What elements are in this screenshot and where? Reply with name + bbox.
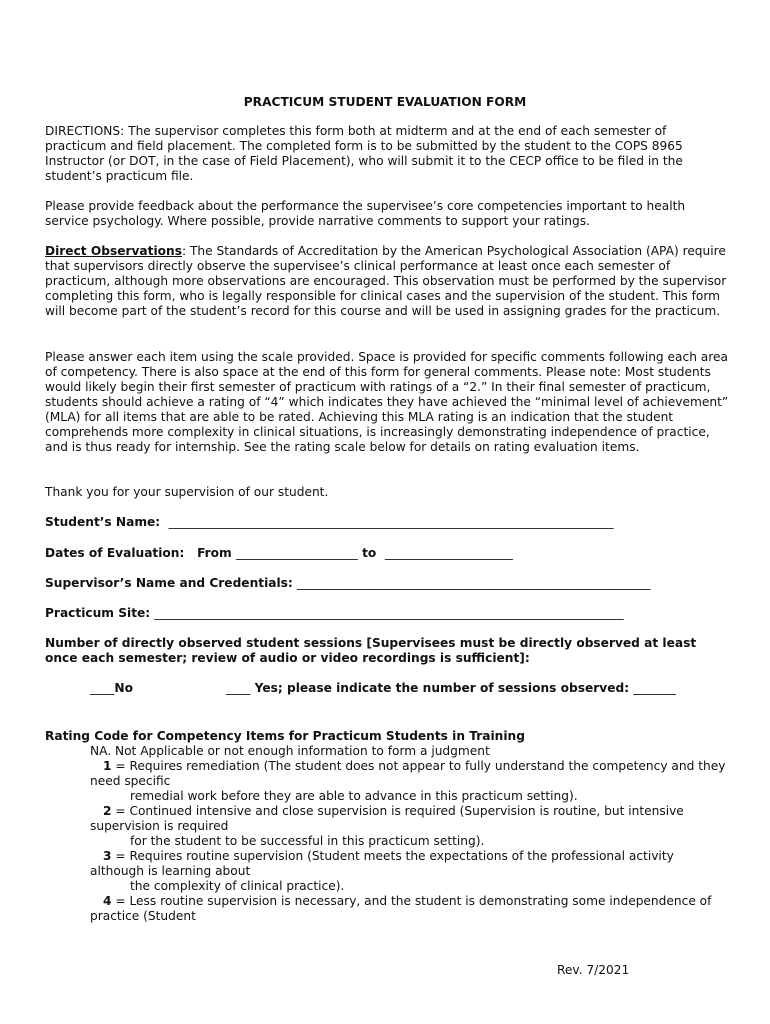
from-date-blank[interactable]: ____________________ [235,546,358,560]
rating-3 [90,849,730,879]
rating-code-heading: Rating Code for Competency Items for Practicum Students in Training [45,729,525,743]
rating-2 [90,804,730,834]
rating-2-number: 2 [103,804,112,818]
student-name-field[interactable] [45,515,614,530]
to-date-blank[interactable]: _____________________ [384,546,513,560]
rating-4-text: = Less routine supervision is necessary, and the student is demonstrating some independence of practice (Student [90,894,712,923]
supervisor-field[interactable] [45,576,650,591]
rating-3-continued: the complexity of clinical practice). [130,879,345,893]
rating-4 [90,894,730,924]
instructions-paragraph [45,350,730,455]
direct-observations-text: : The Standards of Accreditation by the American Psychological Association (APA) require that supervisors directly observe the supervisee’s clinical performance at least once each semester of practicum, although more observations are encouraged. This observation must be performed by the supervisor completing this form, who is legally responsible for clinical cases and the supervision of the student. This form will become part of the student’s record for this course and will be used in assigning grades for the practicum. [45,244,727,318]
direct-observations-paragraph [45,244,730,319]
rating-3-text: = Requires routine supervision (Student meets the expectations of the professional activity although is learning about [90,849,674,878]
rating-1 [90,759,730,789]
site-label: Practicum Site: [45,606,151,620]
revision-label: Rev. 7/2021 [557,963,630,977]
thanks-paragraph [45,485,730,500]
thanks-text: Thank you for your supervision of our student. [45,485,329,499]
student-name-blank[interactable]: _________________________________________________________________________ [168,515,614,529]
student-name-label: Student’s Name: [45,515,161,529]
rating-2-continued: for the student to be successful in this practicum setting). [130,834,485,848]
feedback-text: Please provide feedback about the performance the supervisee’s core competencies important to health service psychology. Where possible, provide narrative comments to support your ratings. [45,199,686,228]
sessions-no-option[interactable] [90,681,133,696]
rating-2-text: = Continued intensive and close supervision is required (Supervision is routine, but intensive supervision is required [90,804,684,833]
rating-3-number: 3 [103,849,112,863]
dates-label: Dates of Evaluation: [45,546,185,560]
supervisor-label: Supervisor’s Name and Credentials: [45,576,293,590]
practicum-site-field[interactable] [45,606,624,621]
yes-label: Yes; please indicate the number of sessions observed: [254,681,630,695]
to-label: to [362,546,377,560]
yes-blank[interactable]: ____ [226,681,251,695]
rating-4-number: 4 [103,894,112,908]
dates-of-evaluation-field [45,546,513,561]
rating-1-continued: remedial work before they are able to advance in this practicum setting). [130,789,578,803]
no-blank[interactable]: ____ [90,681,115,695]
no-label: No [114,681,133,695]
supervisor-blank[interactable]: __________________________________________________________ [297,576,651,590]
site-blank[interactable]: _____________________________________________________________________________ [154,606,624,620]
sessions-question: Number of directly observed student sessions [Supervisees must be directly observed at least once each semester; review of audio or video recordings is sufficient]: [45,636,697,665]
directions-paragraph [45,124,730,184]
form-title: PRACTICUM STUDENT EVALUATION FORM [243,95,527,109]
sessions-yes-option[interactable] [226,681,676,696]
rating-na: NA. Not Applicable or not enough information to form a judgment [90,744,490,758]
direct-observations-heading: Direct Observations [45,244,182,258]
sessions-count-blank[interactable]: _______ [633,681,676,695]
feedback-paragraph [45,199,730,229]
rating-code-list [90,744,730,924]
from-label: From [197,546,232,560]
rating-1-text: = Requires remediation (The student does not appear to fully understand the competency and they need specific [90,759,726,788]
rating-1-number: 1 [103,759,112,773]
directions-text: DIRECTIONS: The supervisor completes this form both at midterm and at the end of each semester of practicum and field placement. The completed form is to be submitted by the student to the COPS 8965 Instructor (or DOT, in the case of Field Placement), who will submit it to the CECP office to be filed in the student’s practicum file. [45,124,683,183]
instructions-text: Please answer each item using the scale provided. Space is provided for specific comments following each area of competency. There is also space at the end of this form for general comments. Please note: Most students would likely begin their first semester of practicum with ratings of a “2.” In their final semester of practicum, students should achieve a rating of “4” which indicates they have achieved the “minimal level of achievement” (MLA) for all items that are able to be rated. Achieving this MLA rating is an indication that the student comprehends more complexity in clinical situations, is increasingly demonstrating independence of practice, and is thus ready for internship. See the rating scale below for details on rating evaluation items. [45,350,729,454]
